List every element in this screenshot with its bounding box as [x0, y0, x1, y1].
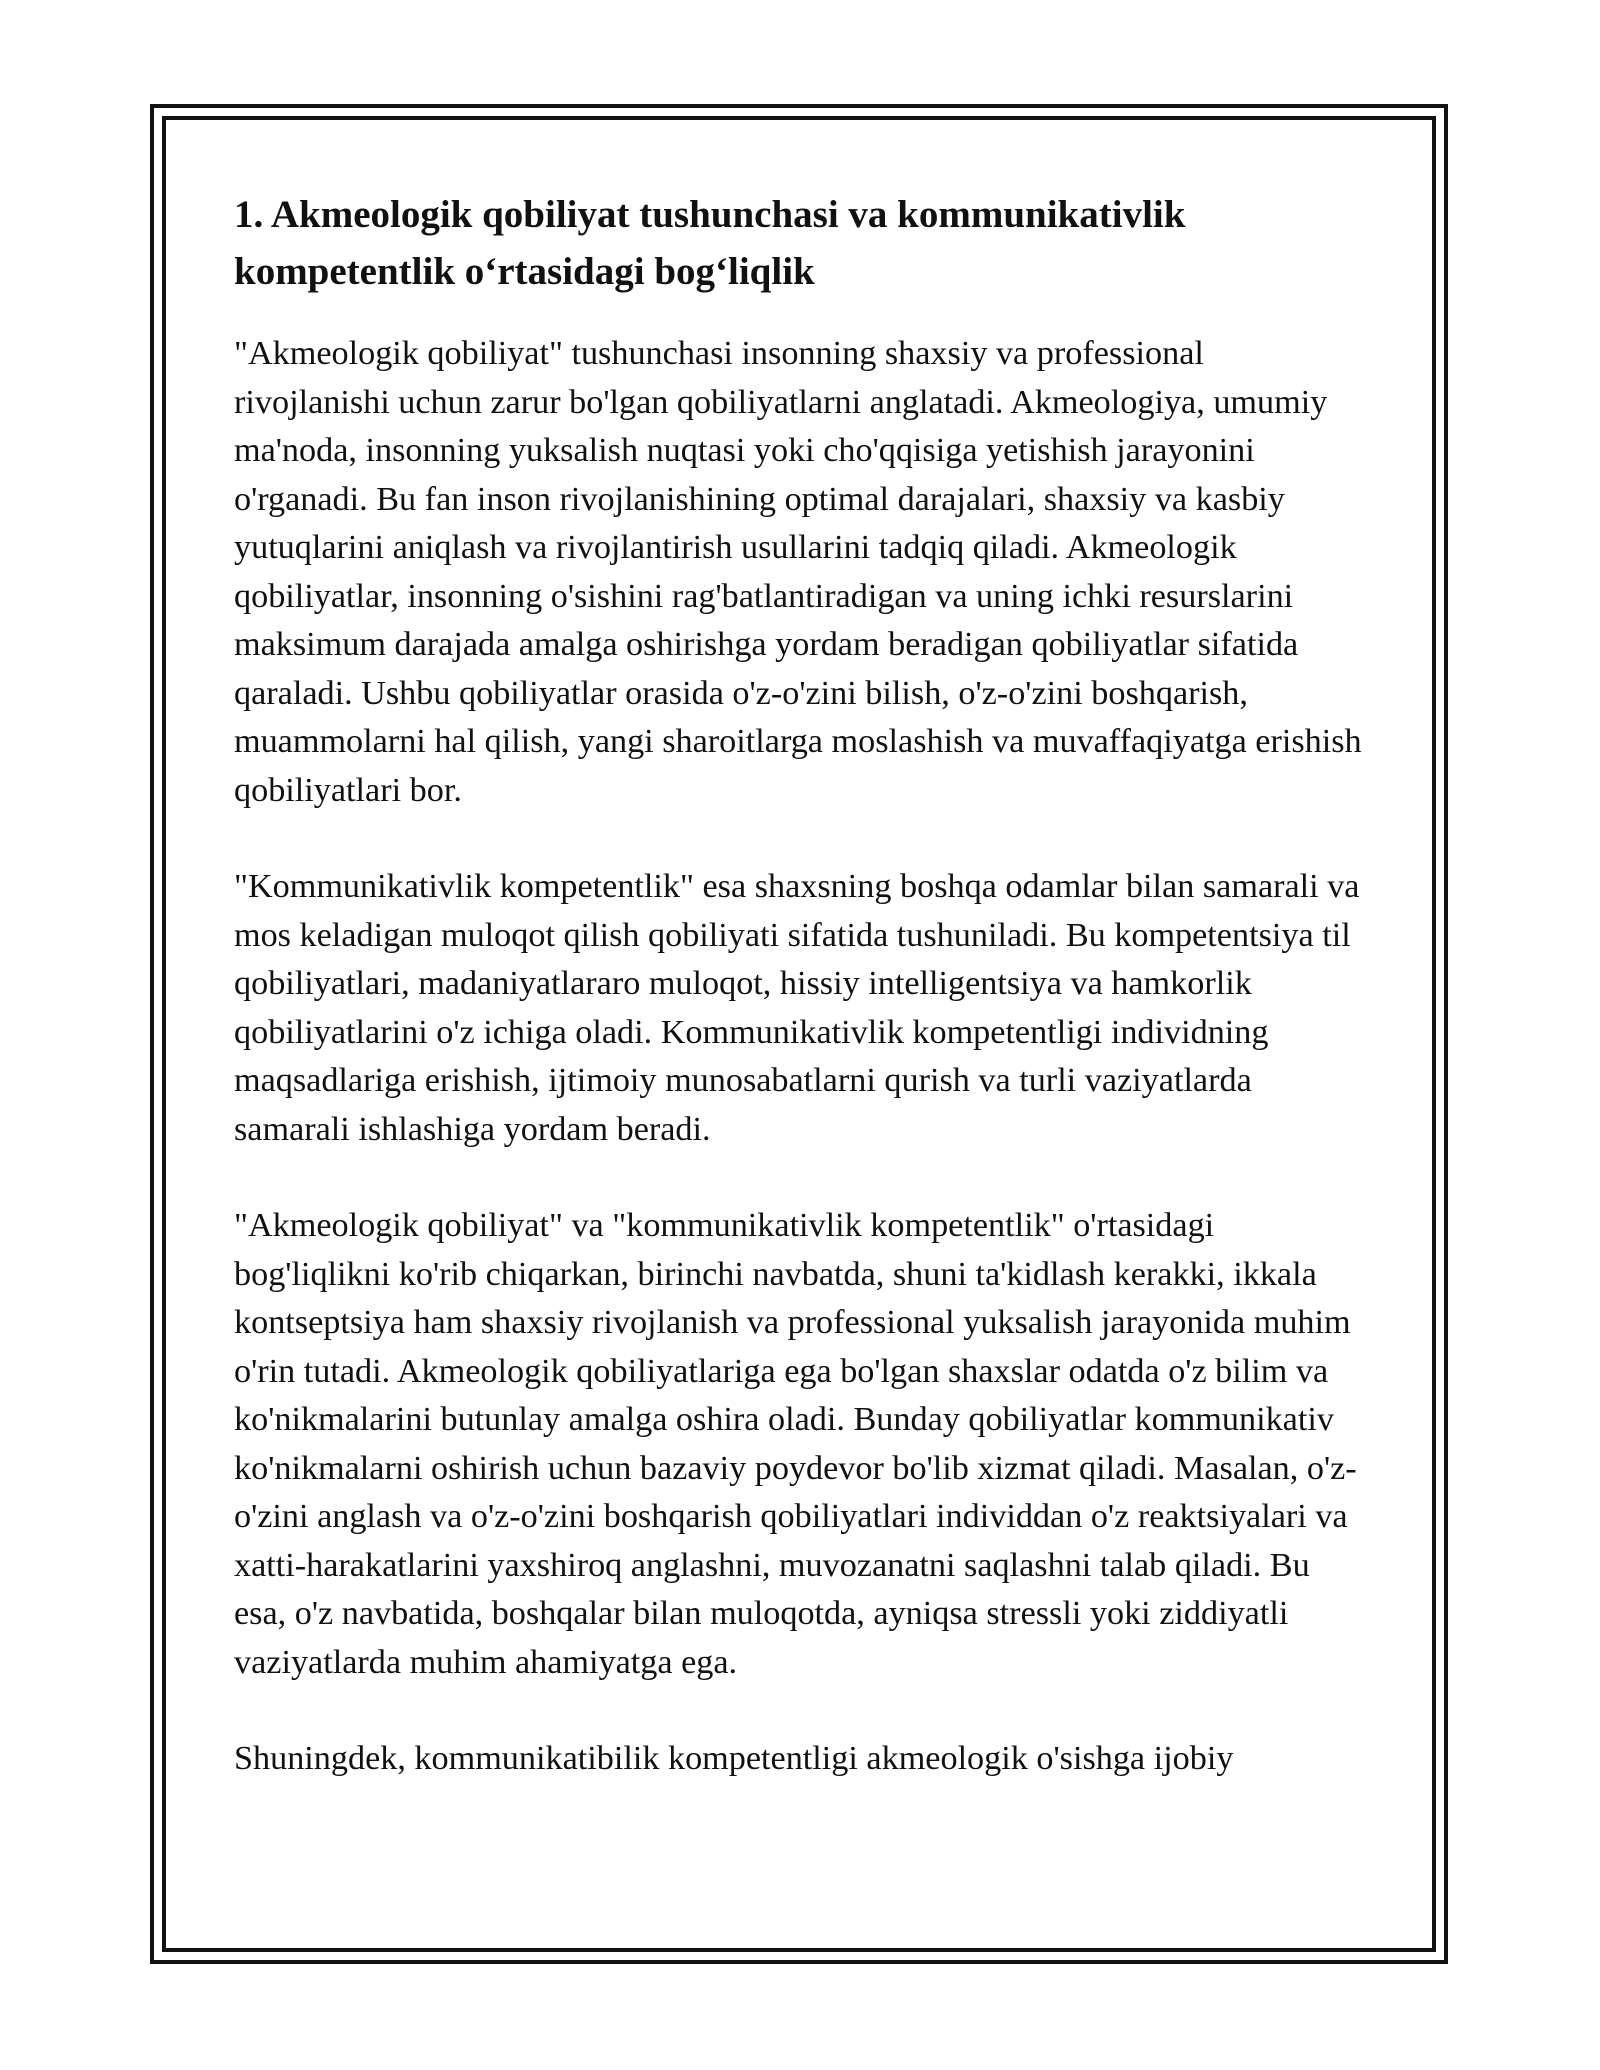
document-body — [234, 186, 1364, 1832]
section-heading: 1. Akmeologik qobiliyat tushunchasi va kommunikativlik kompetentlik o‘rtasidagi bog‘liqlik — [234, 193, 1186, 293]
paragraph-4: Shuningdek, kommunikatibilik kompetentligi akmeologik o'sishga ijobiy — [234, 1740, 1234, 1777]
paragraph-3: "Akmeologik qobiliyat" va "kommunikativlik kompetentlik" o'rtasidagi bog'liqlikni ko'rib chiqarkan, birinchi navbatda, shuni ta'kidlash kerakki, ikkala kontseptsiya ham shaxsiy rivojlanish va professional yuksalish jarayonida muhim o'rin tutadi. Akmeologik qobiliyatlariga ega bo'lgan shaxslar odatda o'z bilim va ko'nikmalarini butunlay amalga oshira oladi. Bunday qobiliyatlar kommunikativ ko'nikmalarni oshirish uchun bazaviy poydevor bo'lib xizmat qiladi. Masalan, o'z-o'zini anglash va o'z-o'zini boshqarish qobiliyatlari individdan o'z reaktsiyalari va xatti-harakatlarini yaxshiroq anglashni, muvozanatni saqlashni talab qiladi. Bu esa, o'z navbatida, boshqalar bilan muloqotda, ayniqsa stressli yoki ziddiyatli vaziyatlarda muhim ahamiyatga ega. — [234, 1207, 1357, 1681]
paragraph-2: "Kommunikativlik kompetentlik" esa shaxsning boshqa odamlar bilan samarali va mos keladigan muloqot qilish qobiliyati sifatida tushuniladi. Bu kompetentsiya til qobiliyatlari, madaniyatlararo muloqot, hissiy intelligentsiya va hamkorlik qobiliyatlarini o'z ichiga oladi. Kommunikativlik kompetentligi individning maqsadlariga erishish, ijtimoiy munosabatlarni qurish va turli vaziyatlarda samarali ishlashiga yordam beradi. — [234, 868, 1360, 1148]
paragraph-1: "Akmeologik qobiliyat" tushunchasi insonning shaxsiy va professional rivojlanishi uchun zarur bo'lgan qobiliyatlarni anglatadi. Akmeologiya, umumiy ma'noda, insonning yuksalish nuqtasi yoki cho'qqisiga yetishish jarayonini o'rganadi. Bu fan inson rivojlanishining optimal darajalari, shaxsiy va kasbiy yutuqlarini aniqlash va rivojlantirish usullarini tadqiq qiladi. Akmeologik qobiliyatlar, insonning o'sishini rag'batlantiradigan va uning ichki resurslarini maksimum darajada amalga oshirishga yordam beradigan qobiliyatlar sifatida qaraladi. Ushbu qobiliyatlar orasida o'z-o'zini bilish, o'z-o'zini boshqarish, muammolarni hal qilish, yangi sharoitlarga moslashish va muvaffaqiyatga erishish qobiliyatlari bor. — [234, 335, 1362, 809]
